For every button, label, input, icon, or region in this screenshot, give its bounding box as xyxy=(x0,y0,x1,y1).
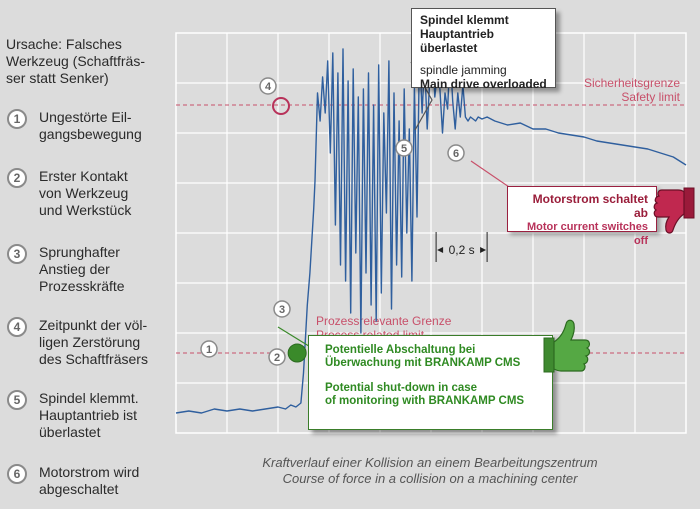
legend-text: Zeitpunkt der völ- ligen Zerstörung des Schaftfräsers xyxy=(39,317,148,367)
point-label-number: 4 xyxy=(264,81,272,93)
callout-spindle-en2: Main drive overloaded xyxy=(420,77,547,91)
legend-text: Erster Kontakt von Werkzeug und Werkstück xyxy=(39,168,132,218)
reference-label-en: Safety limit xyxy=(621,90,680,104)
legend-text: Sprunghafter Anstieg der Prozesskräfte xyxy=(39,244,125,294)
shutdown-point-marker xyxy=(288,344,306,362)
caption-de: Kraftverlauf einer Kollision an einem Bearbeitungszentrum xyxy=(262,455,598,470)
legend-number-badge: 4 xyxy=(7,317,27,337)
legend-number-badge: 2 xyxy=(7,168,27,188)
callout-shutdown-en2: of monitoring with BRANKAMP CMS xyxy=(325,395,525,407)
caption-en: Course of force in a collision on a machining center xyxy=(282,471,578,486)
point-label-number: 2 xyxy=(273,352,281,364)
point-label-number: 1 xyxy=(205,344,213,356)
callout-spindle-de1: Spindel klemmt xyxy=(420,13,509,27)
legend-text: Spindel klemmt. Hauptantrieb ist überlastet xyxy=(39,390,139,440)
cause-text: Ursache: Falsches Werkzeug (Schaftfräs- ser statt Senker) xyxy=(6,36,146,86)
point-label-number: 3 xyxy=(278,304,286,316)
legend-number-badge: 1 xyxy=(7,109,27,129)
legend-text: Motorstrom wird abgeschaltet xyxy=(39,464,140,497)
callout-shutdown-en1: Potential shut-down in case xyxy=(325,382,478,394)
callout-spindle-de2: Hauptantrieb überlastet xyxy=(420,27,495,55)
legend-number-badge: 5 xyxy=(7,390,27,410)
legend-number-badge: 3 xyxy=(7,244,27,264)
callout-shutdown-de1: Potentielle Abschaltung bei xyxy=(325,344,476,356)
point-label-number: 5 xyxy=(400,143,408,155)
reference-label-de: Sicherheitsgrenze xyxy=(583,76,680,90)
callout-motor-current xyxy=(507,186,657,247)
callout-spindle-jamming xyxy=(411,8,556,91)
callout-potential-shutdown xyxy=(308,335,553,430)
legend-number-badge: 6 xyxy=(7,464,27,484)
callout-shutdown-de2: Überwachung mit BRANKAMP CMS xyxy=(325,357,521,369)
legend-text: Ungestörte Eil- gangsbewegung xyxy=(39,109,142,142)
callout-spindle-en1: spindle jamming xyxy=(420,63,507,77)
reference-label-de: Prozessrelevante Grenze xyxy=(316,314,452,328)
time-scale-label: 0,2 s xyxy=(448,243,475,257)
point-label-number: 6 xyxy=(452,148,460,160)
callout-motor-en: Motor current switches off xyxy=(526,221,648,247)
callout-motor-de: Motorstrom schaltet ab xyxy=(532,192,648,220)
